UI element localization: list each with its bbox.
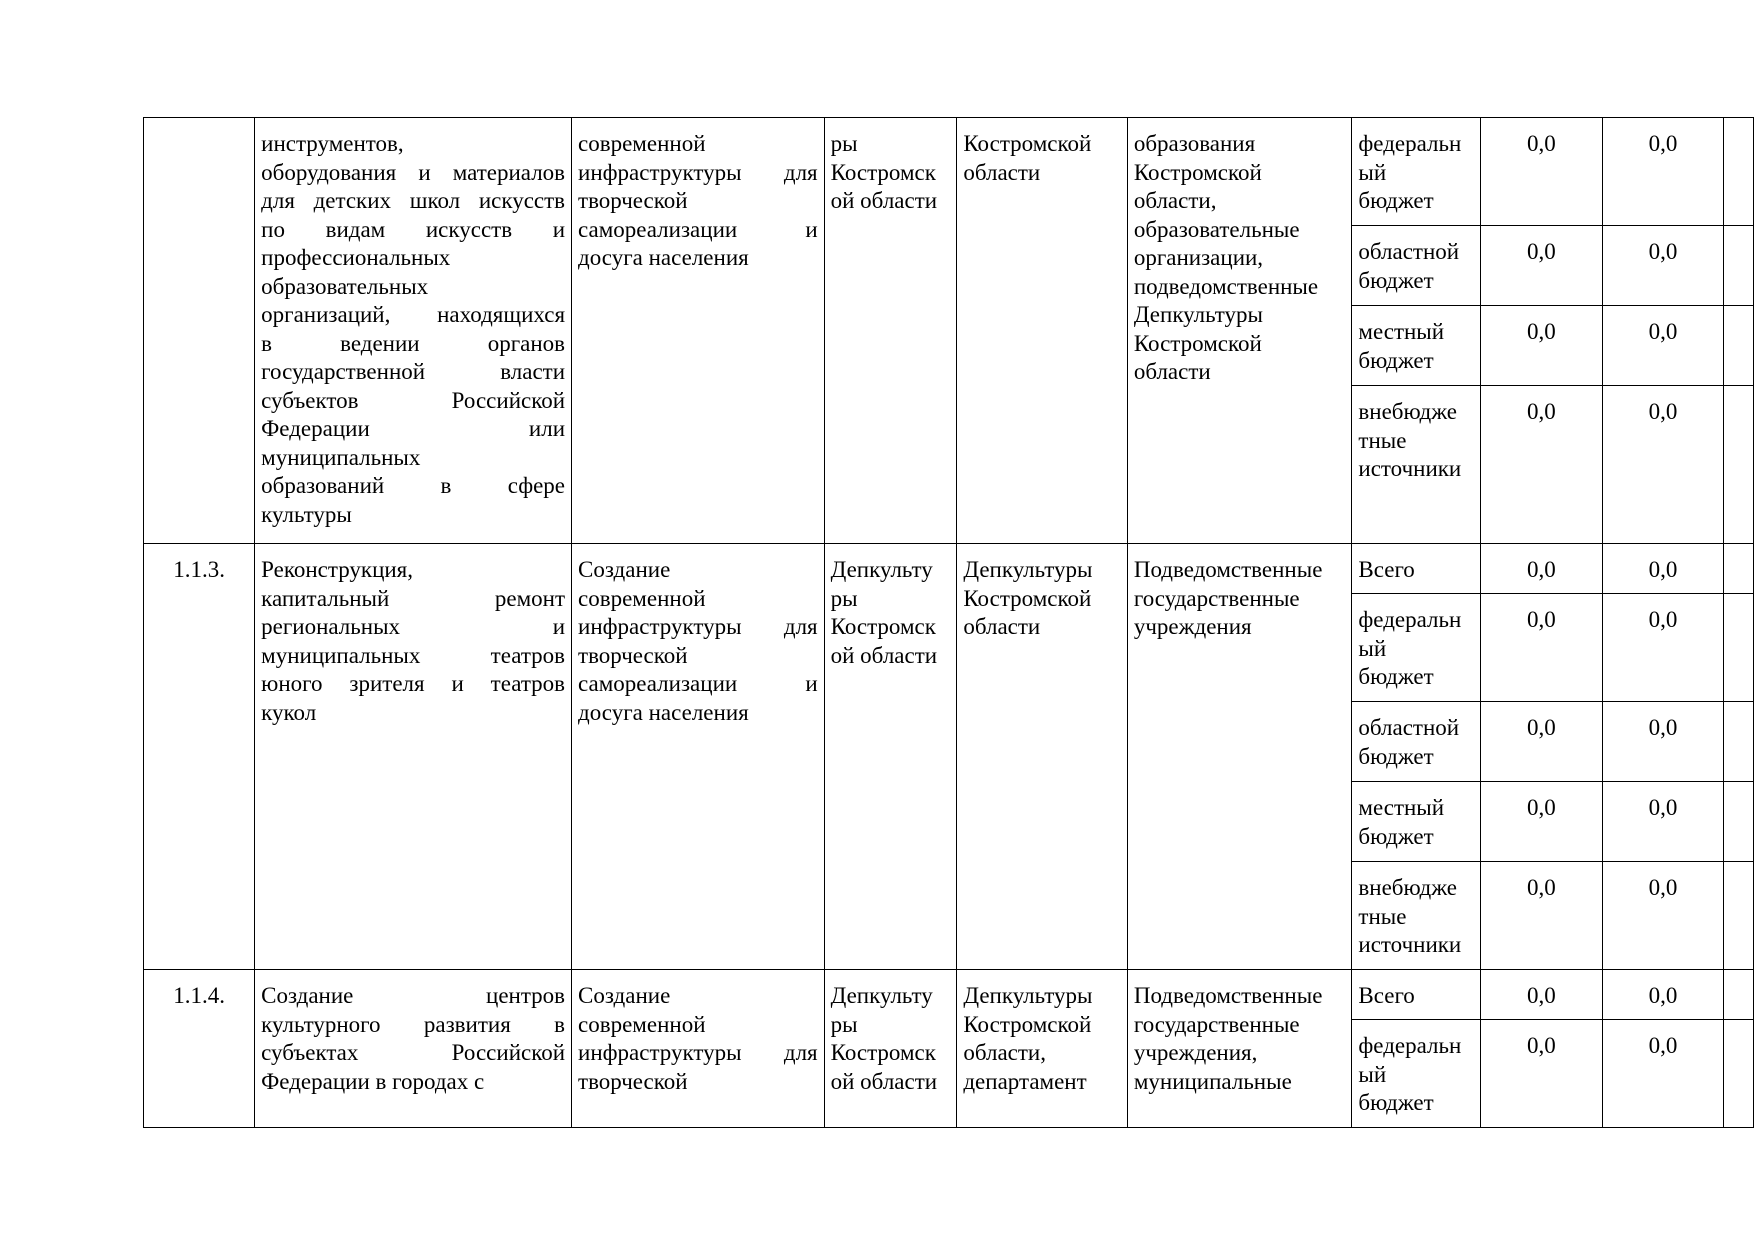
funding-value-year-2: 0,0 — [1602, 702, 1724, 782]
activity-name-line: Федерации или — [261, 416, 566, 441]
funding-source-text: федеральн ый бюджет — [1358, 1033, 1462, 1115]
activity-name-line: Федерации в городах с — [261, 1068, 485, 1094]
funding-source-text: местный бюджет — [1358, 319, 1445, 373]
funding-source-cell — [1352, 386, 1481, 544]
funding-source-text: федеральн ый бюджет — [1358, 607, 1462, 689]
activity-goal-line: современной — [578, 131, 706, 156]
funding-value-year-2: 0,0 — [1602, 1020, 1724, 1128]
activity-goal-line: современной — [578, 1011, 706, 1037]
activity-goal-line: досуга населения — [578, 699, 749, 725]
funding-source-cell — [1352, 782, 1481, 862]
activity-name-cell — [255, 970, 572, 1128]
state-customer-cell — [957, 970, 1127, 1128]
funding-value-year-1: 0,0 — [1481, 702, 1603, 782]
activity-name-line: государственной власти — [261, 359, 566, 384]
funding-source-cell — [1352, 702, 1481, 782]
responsible-executor-text: ры Костромск ой области — [830, 131, 938, 213]
activity-goal-cell — [572, 118, 825, 544]
funding-value-year-1: 0,0 — [1481, 594, 1603, 702]
funding-source-cell — [1352, 226, 1481, 306]
funding-value-cut — [1724, 1020, 1754, 1128]
responsible-executor-cell — [824, 118, 957, 544]
activity-goal-line: творческой — [578, 642, 688, 668]
funding-value-cut — [1724, 970, 1754, 1020]
funding-value-year-2: 0,0 — [1602, 782, 1724, 862]
activity-name-line: Реконструкция, — [261, 557, 414, 582]
activity-name-line: по видам искусств и — [261, 216, 566, 242]
activity-goal-line: Создание — [578, 557, 671, 582]
funding-source-cell — [1352, 1020, 1481, 1128]
activity-name-line: региональных и — [261, 614, 566, 639]
responsible-executor-text: Депкульту ры Костромск ой области — [830, 557, 938, 668]
funding-value-year-2: 0,0 — [1602, 862, 1724, 970]
state-customer-text: Депкультуры Костромской области, департамент — [963, 983, 1093, 1094]
funding-value-year-2: 0,0 — [1602, 386, 1724, 544]
responsible-executor-cell — [824, 970, 957, 1128]
funding-value-cut — [1724, 594, 1754, 702]
activity-goal-line: современной — [578, 585, 706, 611]
funding-value-year-2: 0,0 — [1602, 594, 1724, 702]
state-customer-cell — [957, 544, 1127, 970]
co-executors-text: Подведомственные государственные учреждения — [1133, 557, 1323, 639]
activity-goal-line: Создание — [578, 983, 671, 1008]
funding-source-cell — [1352, 118, 1481, 226]
funding-source-cell — [1352, 970, 1481, 1020]
activity-name-line: культуры — [261, 501, 352, 527]
funding-value-year-2: 0,0 — [1602, 306, 1724, 386]
activity-name-line: муниципальных театров — [261, 642, 566, 668]
activity-goal-cell — [572, 544, 825, 970]
funding-value-year-2: 0,0 — [1602, 226, 1724, 306]
funding-value-year-1: 0,0 — [1481, 226, 1603, 306]
activity-name-line: субъектах Российской — [261, 1040, 566, 1065]
funding-value-year-1: 0,0 — [1481, 782, 1603, 862]
activity-goal-line: самореализации и — [578, 671, 818, 696]
state-customer-text: Депкультуры Костромской области — [963, 557, 1093, 639]
activity-name-line: организаций, находящихся — [261, 302, 566, 327]
activity-name-cell — [255, 544, 572, 970]
funding-value-year-1: 0,0 — [1481, 118, 1603, 226]
funding-source-cell — [1352, 862, 1481, 970]
funding-source-cell — [1352, 306, 1481, 386]
activity-name-line: в ведении органов — [261, 330, 566, 356]
funding-source-text: федеральн ый бюджет — [1358, 131, 1462, 213]
funding-source-text: местный бюджет — [1358, 795, 1445, 849]
activity-name-line: образовательных — [261, 273, 429, 299]
funding-source-text: областной бюджет — [1358, 715, 1460, 769]
funding-source-cell — [1352, 594, 1481, 702]
activity-name-line: Создание центров — [261, 983, 566, 1008]
co-executors-text: Подведомственные государственные учреждения, муниципальные — [1133, 983, 1323, 1094]
state-customer-text: Костромской области — [963, 131, 1092, 185]
activity-name-line: культурного развития в — [261, 1011, 566, 1037]
co-executors-cell — [1127, 118, 1352, 544]
activity-name-line: инструментов, — [261, 131, 404, 156]
funding-value-cut — [1724, 782, 1754, 862]
activity-name-line: юного зрителя и театров — [261, 671, 566, 696]
item-number-cell — [144, 118, 255, 544]
item-number-cell: 1.1.4. — [144, 970, 255, 1128]
table-body — [144, 118, 1754, 1128]
funding-value-year-1: 0,0 — [1481, 970, 1603, 1020]
table-row — [144, 970, 1754, 1020]
funding-source-text: областной бюджет — [1358, 239, 1460, 293]
activity-goal-cell — [572, 970, 825, 1128]
item-number-cell: 1.1.3. — [144, 544, 255, 970]
activity-goal-line: творческой — [578, 1068, 688, 1094]
funding-value-year-2: 0,0 — [1602, 970, 1724, 1020]
funding-value-cut — [1724, 544, 1754, 594]
activity-name-line: оборудования и материалов — [261, 159, 566, 185]
funding-value-year-1: 0,0 — [1481, 386, 1603, 544]
activity-goal-line: инфраструктуры для — [578, 159, 818, 185]
activity-name-line: образований в сфере — [261, 473, 566, 498]
activity-name-line: кукол — [261, 699, 317, 725]
activity-name-line: профессиональных — [261, 245, 451, 270]
table-row — [144, 118, 1754, 226]
activity-goal-line: творческой — [578, 188, 688, 213]
funding-value-year-1: 0,0 — [1481, 544, 1603, 594]
activity-goal-line: инфраструктуры для — [578, 614, 818, 639]
state-customer-cell — [957, 118, 1127, 544]
table-row — [144, 544, 1754, 594]
program-activities-table — [143, 117, 1754, 1128]
funding-source-text: внебюдже тные источники — [1358, 875, 1462, 957]
activity-goal-line: самореализации и — [578, 216, 818, 242]
funding-source-text: внебюдже тные источники — [1358, 399, 1462, 481]
co-executors-cell — [1127, 544, 1352, 970]
activity-name-line: муниципальных — [261, 444, 421, 470]
activity-name-cell — [255, 118, 572, 544]
funding-value-cut — [1724, 226, 1754, 306]
funding-source-text: Всего — [1358, 557, 1415, 582]
funding-value-cut — [1724, 118, 1754, 226]
activity-goal-line: инфраструктуры для — [578, 1040, 818, 1065]
co-executors-text: образования Костромской области, образовательные организации, подведомственные Депкультуры Костромской области — [1133, 131, 1319, 384]
funding-value-year-1: 0,0 — [1481, 1020, 1603, 1128]
funding-source-cell — [1352, 544, 1481, 594]
funding-source-text: Всего — [1358, 983, 1415, 1008]
activity-name-line: капитальный ремонт — [261, 585, 566, 611]
funding-value-year-2: 0,0 — [1602, 118, 1724, 226]
funding-value-cut — [1724, 702, 1754, 782]
activity-goal-line: досуга населения — [578, 245, 749, 270]
responsible-executor-text: Депкульту ры Костромск ой области — [830, 983, 938, 1094]
activity-name-line: для детских школ искусств — [261, 188, 566, 213]
funding-value-cut — [1724, 862, 1754, 970]
co-executors-cell — [1127, 970, 1352, 1128]
responsible-executor-cell — [824, 544, 957, 970]
funding-value-cut — [1724, 306, 1754, 386]
funding-value-year-1: 0,0 — [1481, 306, 1603, 386]
funding-value-year-2: 0,0 — [1602, 544, 1724, 594]
activity-name-line: субъектов Российской — [261, 387, 566, 413]
funding-value-year-1: 0,0 — [1481, 862, 1603, 970]
funding-value-cut — [1724, 386, 1754, 544]
